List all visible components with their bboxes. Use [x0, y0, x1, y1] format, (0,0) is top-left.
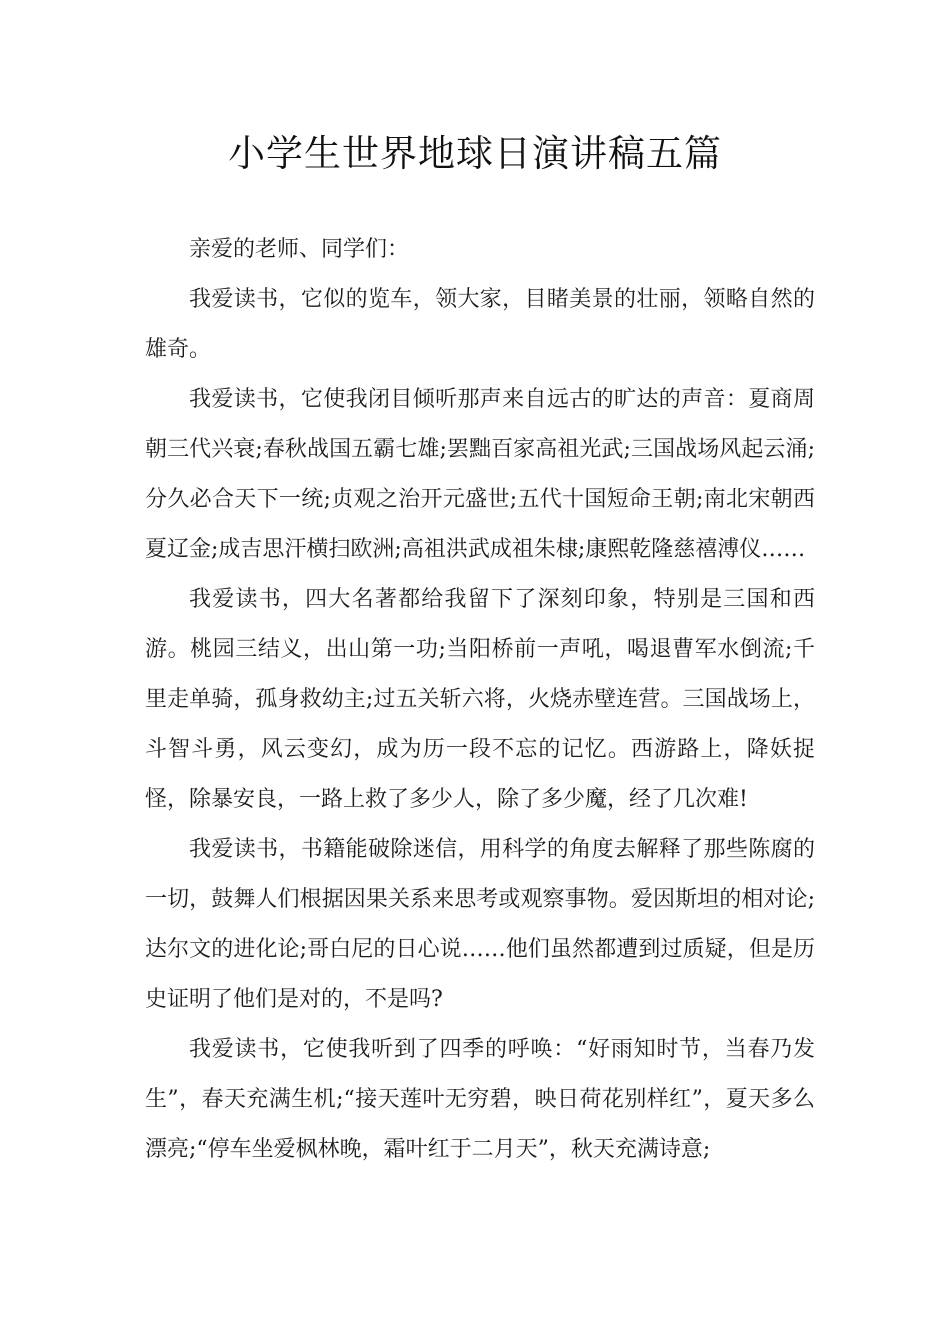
- document-title: 小学生世界地球日演讲稿五篇: [228, 132, 722, 175]
- paragraph-greeting: 亲爱的老师、同学们：: [189, 237, 410, 262]
- paragraph: 我爱读书，它似的览车，领大家，目睹美景的壮丽，领略自然的雄奇。: [145, 287, 815, 362]
- paragraph: 我爱读书，四大名著都给我留下了深刻印象，特别是三国和西游。桃园三结义，出山第一功;当阳桥前一声吼，喝退曹军水倒流;千里走单骑，孤身救幼主;过五关斩六将，火烧赤壁连营。三国战场上，斗智斗勇，风云变幻，成为历一段不忘的记忆。西游路上，降妖捉怪，除暴安良，一路上救了多少人，除了多少魔，经了几次难!: [145, 587, 815, 812]
- paragraph: 我爱读书，它使我听到了四季的呼唤：“好雨知时节，当春乃发生”，春天充满生机;“接天莲叶无穷碧，映日荷花别样红”，夏天多么漂亮;“停车坐爱枫林晚，霜叶红于二月天”，秋天充满诗意;: [145, 1037, 815, 1162]
- paragraph: 我爱读书，书籍能破除迷信，用科学的角度去解释了那些陈腐的一切，鼓舞人们根据因果关系来思考或观察事物。爱因斯坦的相对论;达尔文的进化论;哥白尼的日心说……他们虽然都遭到过质疑，但是历史证明了他们是对的，不是吗?: [145, 837, 815, 1012]
- paragraph: 我爱读书，它使我闭目倾听那声来自远古的旷达的声音：夏商周朝三代兴衰;春秋战国五霸七雄;罢黜百家高祖光武;三国战场风起云涌;分久必合天下一统;贞观之治开元盛世;五代十国短命王朝;南北宋朝西夏辽金;成吉思汗横扫欧洲;高祖洪武成祖朱棣;康熙乾隆慈禧溥仪……: [145, 387, 815, 562]
- document-body: [145, 225, 815, 1175]
